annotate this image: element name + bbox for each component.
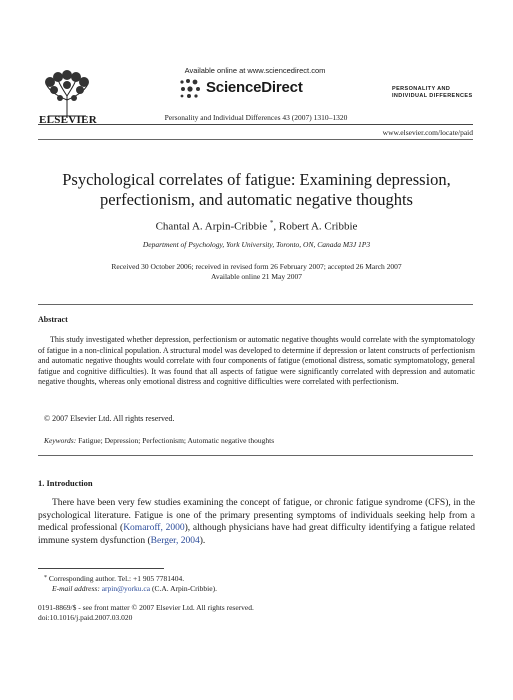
- citation-link-komaroff[interactable]: Komaroff, 2000: [123, 523, 185, 534]
- article-title: [38, 170, 475, 210]
- author-list: [38, 219, 475, 233]
- journal-name-line2: INDIVIDUAL DIFFERENCES: [392, 92, 473, 99]
- email-link[interactable]: arpin@yorku.ca: [101, 584, 151, 593]
- header-divider-bottom: [38, 139, 473, 140]
- email-owner: (C.A. Arpin-Cribbie).: [150, 584, 217, 593]
- title-line-2: perfectionism, and automatic negative thoughts: [100, 190, 413, 209]
- abstract-heading: Abstract: [38, 315, 68, 324]
- corresponding-author-mark[interactable]: *: [269, 219, 274, 227]
- abstract-copyright: © 2007 Elsevier Ltd. All rights reserved.: [44, 414, 175, 423]
- intro-text-c: ).: [199, 535, 206, 546]
- journal-citation: Personality and Individual Differences 43 (2007) 1310–1320: [164, 113, 348, 122]
- abstract-divider-bottom: [38, 455, 473, 456]
- corresponding-author-note: Corresponding author. Tel.: +1 905 7781404.: [48, 574, 185, 583]
- sciencedirect-wordmark: ScienceDirect: [206, 79, 303, 96]
- abstract-divider-top: [38, 304, 473, 305]
- article-history: [38, 262, 475, 281]
- keywords-label: Keywords:: [44, 436, 77, 445]
- page-footer: [38, 603, 254, 623]
- introduction-paragraph: [38, 497, 475, 547]
- abstract-text: This study investigated whether depression, perfectionism or automatic negative thoughts would correlate with the symptomatology of fatigue in a non-clinical population. A structural model was developed to determine if depression or latent constructs of perfectionism and automatic negative thoughts would correlate with four components of fatigue (emotional distress, somatic symptomatology, general fatigue and cognitive difficulties). It was found that all aspects of fatigue were significantly correlated with depression and automatic negative thoughts, whereas only emotional distress and cognitive difficulties were correlated with perfectionism.: [38, 335, 475, 386]
- title-line-1: Psychological correlates of fatigue: Examining depression,: [62, 170, 451, 189]
- author-2: Robert A. Cribbie: [278, 220, 358, 233]
- intro-text-b: ), although physicians have had great difficulty identifying a fatigue related immune system dysfunction (: [38, 523, 475, 546]
- header-divider-top: [38, 124, 473, 125]
- issn-line: 0191-8869/$ - see front matter © 2007 Elsevier Ltd. All rights reserved.: [38, 603, 254, 612]
- journal-name-logo: [392, 86, 492, 99]
- author-affiliation: Department of Psychology, York University, Toronto, ON, Canada M3J 1P3: [142, 240, 371, 249]
- author-separator: ,: [273, 220, 279, 233]
- footnote-divider: [38, 568, 164, 569]
- sciencedirect-dots-icon: [178, 78, 204, 100]
- journal-name-line1: PERSONALITY AND: [392, 86, 451, 92]
- author-1: Chantal A. Arpin-Cribbie: [155, 220, 268, 233]
- intro-text-a: There have been very few studies examining the concept of fatigue, or chronic fatigue syndrome (CFS), in the psychological literature. Fatigue is one of the primary presenting symptoms of individuals seeking help from a medical professional (: [38, 498, 475, 534]
- email-label: E-mail address:: [52, 584, 100, 593]
- available-online-date: Available online 21 May 2007: [210, 271, 303, 281]
- journal-url-link[interactable]: www.elsevier.com/locate/paid: [382, 128, 473, 137]
- doi-line[interactable]: doi:10.1016/j.paid.2007.03.020: [38, 613, 133, 622]
- available-online-line[interactable]: Available online at www.sciencedirect.com: [184, 66, 326, 75]
- citation-link-berger[interactable]: Berger, 2004: [150, 535, 200, 546]
- publisher-wordmark: ELSEVIER: [38, 114, 98, 126]
- keywords-list: Fatigue; Depression; Perfectionism; Automatic negative thoughts: [76, 436, 275, 445]
- received-dates: Received 30 October 2006; received in revised form 26 February 2007; accepted 26 March 2007: [111, 262, 402, 271]
- section-heading-introduction: 1. Introduction: [38, 478, 93, 488]
- keywords: [44, 436, 274, 445]
- footnote-mark: *: [44, 575, 47, 581]
- footnote: [38, 573, 475, 594]
